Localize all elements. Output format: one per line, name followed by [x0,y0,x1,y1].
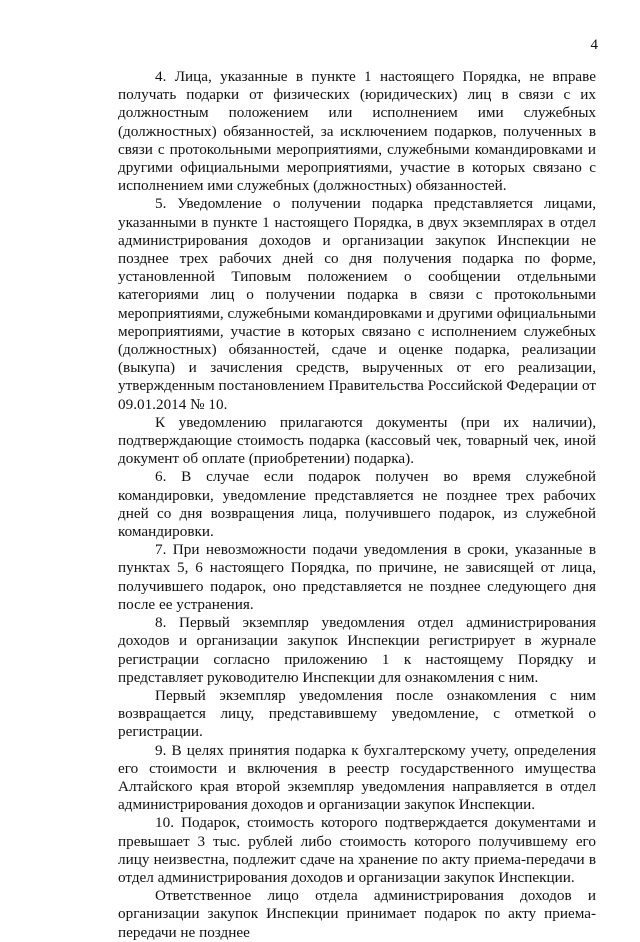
paragraph-item-9: 9. В целях принятия подарка к бухгалтерскому учету, определения его стоимости и включения в реестр государственного имущества Алтайского края второй экземпляр уведомления направляется в отдел администрирования доходов и организации закупок Инспекции. [118,741,596,814]
paragraph-item-4: 4. Лица, указанные в пункте 1 настоящего Порядка, не вправе получать подарки от физических (юридических) лиц в связи с их должностным положением или исполнением ими служебных (должностных) обязанностей, за исключением подарков, полученных в связи с протокольными мероприятиями, служебными командировками и другими официальными мероприятиями, участие в которых связано с исполнением ими служебных (должностных) обязанностей. [118,68,596,195]
page-number: 4 [590,37,598,53]
paragraph-item-10-responsible: Ответственное лицо отдела администрирования доходов и организации закупок Инспекции принимает подарок по акту приема-передачи не позднее [118,887,596,941]
paragraph-item-7: 7. При невозможности подачи уведомления в сроки, указанные в пунктах 5, 6 настоящего Порядка, по причине, не зависящей от лица, получившего подарок, оно представляется не позднее следующего дня после ее устранения. [118,541,596,613]
paragraph-item-8-return: Первый экземпляр уведомления после ознакомления с ним возвращается лицу, представившему уведомление, с отметкой о регистрации. [118,686,596,741]
paragraph-item-5: 5. Уведомление о получении подарка представляется лицами, указанными в пункте 1 настоящего Порядка, в двух экземплярах в отдел администрирования доходов и организации закупок Инспекции не позднее трех рабочих дней со дня получения подарка по форме, установленной Типовым положением о сообщении отдельными категориями лиц о получении подарка в связи с протокольными мероприятиями, служебными командировками и другими официальными мероприятиями, участие в которых связано с исполнением служебных (должностных) обязанностей, сдаче и оценке подарка, реализации (выкупа) и зачисления средств, вырученных от его реализации, утвержденным постановлением Правительства Российской Федерации от 09.01.2014 № 10. [118,195,596,413]
paragraph-item-5-attachments: К уведомлению прилагаются документы (при их наличии), подтверждающие стоимость подарка (кассовый чек, товарный чек, иной документ об оплате (приобретении) подарка). [118,413,596,468]
paragraph-item-10: 10. Подарок, стоимость которого подтверждается документами и превышает 3 тыс. рублей либо стоимость которого получившему его лицу неизвестна, подлежит сдаче на хранение по акту приема-передачи в отдел администрирования доходов и организации закупок Инспекции. [118,814,596,886]
paragraph-item-8: 8. Первый экземпляр уведомления отдел администрирования доходов и организации закупок Инспекции регистрирует в журнале регистрации согласно приложению 1 к настоящему Порядку и представляет руководителю Инспекции для ознакомления с ним. [118,614,596,686]
document-body [118,68,596,942]
paragraph-item-6: 6. В случае если подарок получен во время служебной командировки, уведомление представляется не позднее трех рабочих дней со дня возвращения лица, получившего подарок, из служебной командировки. [118,468,596,541]
